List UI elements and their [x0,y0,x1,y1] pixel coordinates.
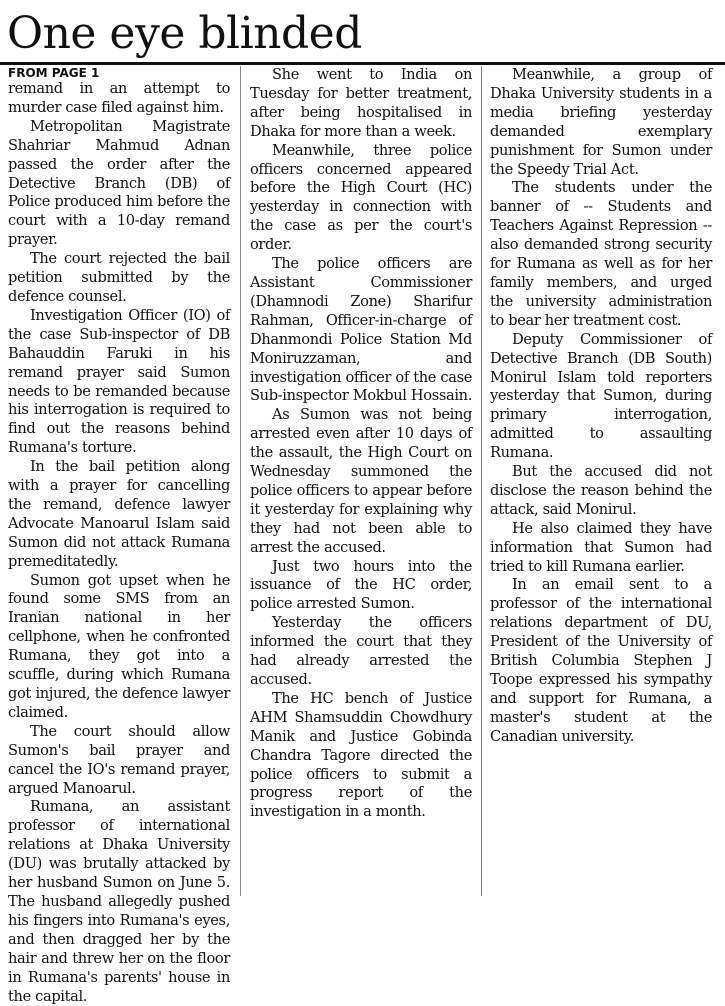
paragraph: In the bail petition along with a prayer for cancelling the remand, defence lawyer Advocate Manoarul Islam said Sumon did not attack Rumana premeditatedly. [8,458,230,570]
headline: One eye blinded [7,8,362,59]
paragraph: Metropolitan Magistrate Shahriar Mahmud Adnan passed the order after the Detective Branch (DB) of Police produced him before the court with a 10-day remand prayer. [8,117,230,249]
paragraph: Deputy Commissioner of Detective Branch (DB South) Monirul Islam told reporters yesterday that Sumon, during primary interrogation, admitted to assaulting Rumana. [490,330,712,462]
paragraph: Just two hours into the issuance of the HC order, police arrested Sumon. [250,557,472,613]
paragraph: In an email sent to a professor of the international relations department of DU, President of the University of British Columbia Stephen J Toope expressed his sympathy and support for Rumana, a master's student at the Canadian university. [490,576,712,745]
paragraph: Meanwhile, a group of Dhaka University students in a media briefing yesterday demanded exemplary punishment for Sumon under the Speedy Trial Act. [490,66,712,178]
paragraph: The court rejected the bail petition submitted by the defence counsel. [8,250,230,305]
paragraph: The HC bench of Justice AHM Shamsuddin Chowdhury Manik and Justice Gobinda Chandra Tagore directed the police officers to submit a progress report of the investigation in a month. [250,689,472,821]
paragraph: Yesterday the officers informed the court that they had already arrested the accused. [250,614,472,688]
kicker: FROM PAGE 1 [8,66,100,80]
paragraph: The students under the banner of -- Students and Teachers Against Repression -- also demanded strong security for Rumana as well as for her family members, and urged the university administration to bear her treatment cost. [490,179,712,329]
paragraph: remand in an attempt to murder case filed against him. [8,80,230,116]
paragraph: The court should allow Sumon's bail prayer and cancel the IO's remand prayer, argued Manoarul. [8,722,230,797]
column-divider [240,66,241,896]
paragraph: Rumana, an assistant professor of international relations at Dhaka University (DU) was brutally attacked by her husband Sumon on June 5. The husband allegedly pushed his fingers into Rumana's eyes, and then dragged her by the hair and threw her on the floor in Rumana's parents' house in the capital. [8,798,230,1005]
headline-rule [0,62,725,65]
column-divider [481,66,482,896]
paragraph: The police officers are Assistant Commissioner (Dhamnodi Zone) Sharifur Rahman, Officer-in-charge of Dhanmondi Police Station Md Moniruzzaman, and investigation officer of the case Sub-inspector Mokbul Hossain. [250,255,473,405]
paragraph: But the accused did not disclose the reason behind the attack, said Monirul. [490,463,712,518]
column-1 [8,66,230,1005]
paragraph: Sumon got upset when he found some SMS from an Iranian national in her cellphone, when he confronted Rumana, they got into a scuffle, during which Rumana got injured, the defence lawyer claimed. [8,571,230,721]
paragraph: Meanwhile, three police officers concerned appeared before the High Court (HC) yesterday in connection with the case as per the court's order. [250,141,472,254]
column-2 [250,66,472,896]
paragraph: He also claimed they have information that Sumon had tried to kill Rumana earlier. [490,519,712,575]
paragraph: Investigation Officer (IO) of the case Sub-inspector of DB Bahauddin Faruki in his remand prayer said Sumon needs to be remanded because his interrogation is required to find out the reasons behind Rumana's torture. [8,306,230,457]
paragraph: She went to India on Tuesday for better treatment, after being hospitalised in Dhaka for more than a week. [250,66,472,140]
paragraph: As Sumon was not being arrested even after 10 days of the assault, the High Court on Wednesday summoned the police officers to appear before it yesterday for explaining why they had not been able to arrest the accused. [250,406,472,556]
column-3 [490,66,712,896]
